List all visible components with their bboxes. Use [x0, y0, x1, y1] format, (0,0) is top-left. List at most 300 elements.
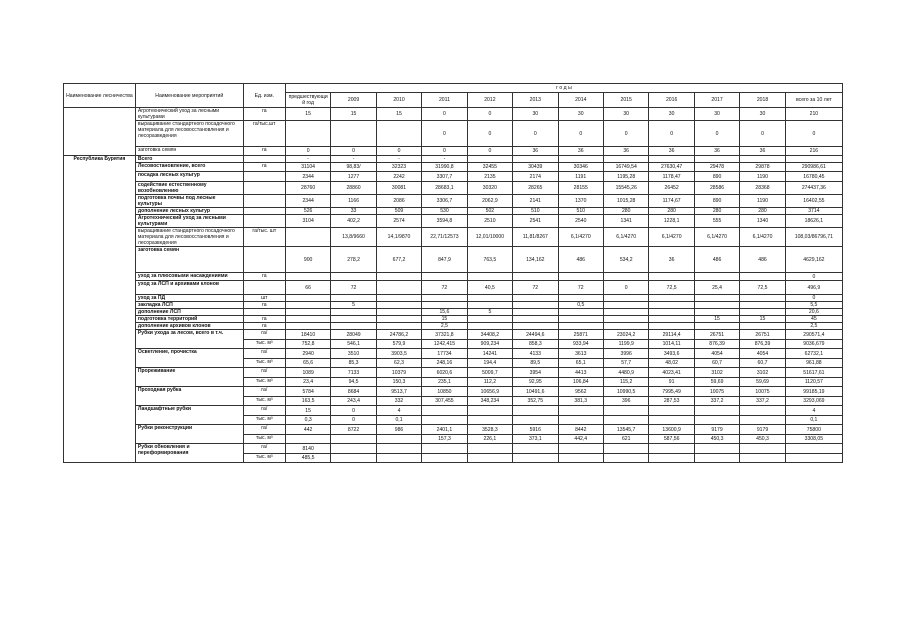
value-cell: [285, 323, 330, 330]
value-cell: 57,7: [603, 359, 648, 368]
value-cell: 0,5: [558, 302, 603, 309]
unit-cell: [243, 215, 285, 228]
value-cell: 909,234: [467, 340, 512, 349]
value-cell: 59,69: [740, 378, 785, 387]
value-cell: [649, 316, 694, 323]
value-cell: [558, 454, 603, 463]
unit-cell: га: [243, 163, 285, 172]
value-cell: 3306,7: [422, 195, 467, 208]
value-cell: 442: [285, 425, 330, 435]
value-cell: 3714: [785, 208, 842, 215]
value-cell: 30: [603, 108, 648, 121]
document-page: [63, 83, 843, 463]
header-region: Наименование лесничества: [64, 84, 136, 108]
value-cell: 72: [422, 281, 467, 295]
value-cell: 60,7: [694, 359, 739, 368]
value-cell: 6,1/4270: [558, 228, 603, 247]
activity-name: Рубки обновления и переформирования: [135, 444, 243, 463]
value-cell: [740, 302, 785, 309]
value-cell: 3954: [513, 368, 558, 378]
value-cell: 847,9: [422, 247, 467, 273]
value-cell: 280: [740, 208, 785, 215]
value-cell: 157,3: [422, 435, 467, 444]
value-cell: [285, 228, 330, 247]
value-cell: 99185,19: [785, 387, 842, 397]
value-cell: 280: [694, 208, 739, 215]
value-cell: 280: [649, 208, 694, 215]
value-cell: 9513,7: [376, 387, 421, 397]
value-cell: 1277: [331, 172, 376, 182]
value-cell: 36: [603, 147, 648, 156]
table-row: [64, 281, 843, 295]
value-cell: 3102: [694, 368, 739, 378]
value-cell: 37321,8: [422, 330, 467, 340]
activity-name: дополнение ЛСП: [135, 309, 243, 316]
value-cell: [694, 416, 739, 425]
value-cell: [558, 444, 603, 454]
value-cell: 24786,2: [376, 330, 421, 340]
value-cell: [603, 444, 648, 454]
header-year: 2017: [694, 93, 739, 108]
activity-name: Осветление, прочистка: [135, 349, 243, 368]
unit-cell: [243, 247, 285, 273]
unit-cell: шт: [243, 295, 285, 302]
value-cell: 30081: [376, 182, 421, 195]
header-year: 2010: [376, 93, 421, 108]
value-cell: 526: [285, 208, 330, 215]
value-cell: 2141: [513, 195, 558, 208]
value-cell: 34408,2: [467, 330, 512, 340]
value-cell: [558, 273, 603, 281]
activity-name: Прореживание: [135, 368, 243, 387]
value-cell: [285, 435, 330, 444]
value-cell: [694, 406, 739, 416]
activity-name: подготовка территорий: [135, 316, 243, 323]
value-cell: 10075: [694, 387, 739, 397]
value-cell: -: [331, 156, 376, 163]
value-cell: [603, 156, 648, 163]
value-cell: 579,9: [376, 340, 421, 349]
activity-name: заготовка семян: [135, 147, 243, 156]
value-cell: -: [376, 156, 421, 163]
value-cell: 900: [285, 247, 330, 273]
value-cell: 23,4: [285, 378, 330, 387]
value-cell: [331, 316, 376, 323]
value-cell: 1190: [740, 172, 785, 182]
value-cell: 36: [740, 147, 785, 156]
table-row: [64, 368, 843, 378]
value-cell: 15: [740, 316, 785, 323]
unit-cell: [243, 281, 285, 295]
header-unit: Ед. изм.: [243, 84, 285, 108]
value-cell: [467, 444, 512, 454]
value-cell: 2086: [376, 195, 421, 208]
value-cell: 25871: [558, 330, 603, 340]
value-cell: 0: [331, 406, 376, 416]
value-cell: 1340: [740, 215, 785, 228]
activity-name: уход за ЛСП и архивами клонов: [135, 281, 243, 295]
value-cell: 280: [603, 208, 648, 215]
unit-cell: га/: [243, 387, 285, 397]
value-cell: 486: [740, 247, 785, 273]
value-cell: 752,8: [285, 340, 330, 349]
value-cell: 486: [694, 247, 739, 273]
value-cell: [649, 454, 694, 463]
value-cell: 5916: [513, 425, 558, 435]
value-cell: 0: [467, 147, 512, 156]
value-cell: 28860: [331, 182, 376, 195]
unit-cell: [243, 182, 285, 195]
value-cell: [694, 444, 739, 454]
value-cell: [376, 309, 421, 316]
value-cell: [603, 273, 648, 281]
value-cell: [376, 454, 421, 463]
value-cell: 486: [558, 247, 603, 273]
value-cell: 509: [376, 208, 421, 215]
value-cell: 15545,26: [603, 182, 648, 195]
value-cell: 11,81/8267: [513, 228, 558, 247]
value-cell: [603, 406, 648, 416]
value-cell: 0: [785, 273, 842, 281]
value-cell: 51617,61: [785, 368, 842, 378]
table-row: [64, 273, 843, 281]
table-row: [64, 295, 843, 302]
value-cell: 194,4: [467, 359, 512, 368]
value-cell: 876,39: [740, 340, 785, 349]
value-cell: 0,1: [785, 416, 842, 425]
value-cell: 20,6: [785, 309, 842, 316]
value-cell: 59,69: [694, 378, 739, 387]
value-cell: 4: [785, 406, 842, 416]
value-cell: 287,53: [649, 397, 694, 406]
value-cell: 2344: [285, 172, 330, 182]
value-cell: 15,6: [422, 309, 467, 316]
value-cell: 163,5: [285, 397, 330, 406]
value-cell: 4133: [513, 349, 558, 359]
value-cell: 621: [603, 435, 648, 444]
value-cell: 9179: [740, 425, 785, 435]
value-cell: 31990,8: [422, 163, 467, 172]
value-cell: [467, 454, 512, 463]
value-cell: 5784: [285, 387, 330, 397]
value-cell: [694, 323, 739, 330]
value-cell: [740, 323, 785, 330]
unit-cell: га/: [243, 406, 285, 416]
value-cell: 10850: [422, 387, 467, 397]
value-cell: [694, 302, 739, 309]
value-cell: [558, 309, 603, 316]
unit-cell: [243, 195, 285, 208]
value-cell: [422, 406, 467, 416]
value-cell: 30: [740, 108, 785, 121]
value-cell: 75800: [785, 425, 842, 435]
value-cell: 3293,069: [785, 397, 842, 406]
value-cell: [376, 302, 421, 309]
value-cell: 0: [331, 416, 376, 425]
value-cell: [603, 302, 648, 309]
value-cell: [467, 302, 512, 309]
header-year: всего за 10 лет: [785, 93, 842, 108]
value-cell: 1014,11: [649, 340, 694, 349]
header-year: 2011: [422, 93, 467, 108]
activity-name: Ландшафтные рубки: [135, 406, 243, 425]
value-cell: 36: [513, 147, 558, 156]
value-cell: 3104: [285, 215, 330, 228]
value-cell: 6,1/4270: [603, 228, 648, 247]
header-year: 2015: [603, 93, 648, 108]
unit-cell: [243, 208, 285, 215]
value-cell: 22,71/12573: [422, 228, 467, 247]
value-cell: 9036,679: [785, 340, 842, 349]
value-cell: 32323: [376, 163, 421, 172]
value-cell: 8442: [558, 425, 603, 435]
value-cell: 0: [603, 281, 648, 295]
value-cell: 1190: [740, 195, 785, 208]
unit-cell: га/: [243, 330, 285, 340]
value-cell: 381,3: [558, 397, 603, 406]
activity-name: посадка лесных культур: [135, 172, 243, 182]
value-cell: 14241: [467, 349, 512, 359]
value-cell: 0: [513, 121, 558, 147]
value-cell: 29878: [740, 163, 785, 172]
value-cell: 1199,9: [603, 340, 648, 349]
value-cell: 0: [649, 121, 694, 147]
value-cell: 32455: [467, 163, 512, 172]
value-cell: [694, 295, 739, 302]
value-cell: 26751: [740, 330, 785, 340]
value-cell: 534,2: [603, 247, 648, 273]
unit-cell: га: [243, 323, 285, 330]
header-year: 2013: [513, 93, 558, 108]
activity-name: дополнение архивов клонов: [135, 323, 243, 330]
value-cell: 36: [649, 147, 694, 156]
value-cell: 0: [422, 147, 467, 156]
value-cell: 1089: [285, 368, 330, 378]
value-cell: [513, 156, 558, 163]
value-cell: [649, 295, 694, 302]
value-cell: 2940: [285, 349, 330, 359]
value-cell: 442,4: [558, 435, 603, 444]
activity-name: уход за плюсовыми насаждениями: [135, 273, 243, 281]
value-cell: [422, 416, 467, 425]
value-cell: 1242,415: [422, 340, 467, 349]
value-cell: 3307,7: [422, 172, 467, 182]
value-cell: 85,3: [331, 359, 376, 368]
value-cell: 36: [649, 247, 694, 273]
value-cell: 337,2: [740, 397, 785, 406]
value-cell: [558, 295, 603, 302]
value-cell: 28760: [285, 182, 330, 195]
value-cell: 2,5: [785, 323, 842, 330]
value-cell: 4023,41: [649, 368, 694, 378]
unit-cell: га/: [243, 349, 285, 359]
value-cell: 28049: [331, 330, 376, 340]
value-cell: 450,3: [740, 435, 785, 444]
value-cell: 352,75: [513, 397, 558, 406]
value-cell: 27630,47: [649, 163, 694, 172]
activity-name: Рубки реконструкции: [135, 425, 243, 444]
value-cell: 3493,6: [649, 349, 694, 359]
value-cell: 373,1: [513, 435, 558, 444]
value-cell: 65,1: [558, 359, 603, 368]
value-cell: [467, 273, 512, 281]
value-cell: 30320: [467, 182, 512, 195]
value-cell: 0: [422, 108, 467, 121]
table-row: [64, 108, 843, 121]
value-cell: [467, 295, 512, 302]
value-cell: [422, 454, 467, 463]
unit-cell: га/тыс.шт: [243, 121, 285, 147]
value-cell: 890: [694, 172, 739, 182]
value-cell: [694, 309, 739, 316]
value-cell: 30: [513, 108, 558, 121]
value-cell: 677,2: [376, 247, 421, 273]
header-year: предшествующий год: [285, 93, 330, 108]
value-cell: 9179: [694, 425, 739, 435]
value-cell: -: [285, 156, 330, 163]
value-cell: [467, 323, 512, 330]
value-cell: 290986,61: [785, 163, 842, 172]
activity-name: заготовка семян: [135, 247, 243, 273]
value-cell: 30346: [558, 163, 603, 172]
activity-name: Рубки ухода за лесом, всего в т.ч.: [135, 330, 243, 349]
value-cell: [603, 295, 648, 302]
value-cell: [740, 156, 785, 163]
value-cell: 1195,28: [603, 172, 648, 182]
value-cell: 15: [694, 316, 739, 323]
value-cell: 12,01/10000: [467, 228, 512, 247]
value-cell: 28368: [740, 182, 785, 195]
table-row: [64, 406, 843, 416]
value-cell: 28683,1: [422, 182, 467, 195]
value-cell: 2344: [285, 195, 330, 208]
value-cell: 92,95: [513, 378, 558, 387]
value-cell: 2510: [467, 215, 512, 228]
value-cell: 485,5: [285, 454, 330, 463]
value-cell: [785, 444, 842, 454]
region-cell-blank: [64, 108, 136, 156]
value-cell: [285, 309, 330, 316]
value-cell: 890: [694, 195, 739, 208]
value-cell: 502: [467, 208, 512, 215]
region-name: Республика Бурятия: [64, 156, 136, 463]
table-row: [64, 182, 843, 195]
value-cell: -: [422, 156, 467, 163]
value-cell: 1178,47: [649, 172, 694, 182]
value-cell: 10075: [740, 387, 785, 397]
value-cell: [422, 273, 467, 281]
value-cell: [513, 295, 558, 302]
unit-cell: га: [243, 316, 285, 323]
value-cell: [740, 295, 785, 302]
unit-cell: тыс. м³: [243, 435, 285, 444]
unit-cell: га/: [243, 444, 285, 454]
value-cell: 8140: [285, 444, 330, 454]
value-cell: 1174,67: [649, 195, 694, 208]
value-cell: [285, 295, 330, 302]
value-cell: 150,3: [376, 378, 421, 387]
table-row: [64, 247, 843, 273]
value-cell: [558, 316, 603, 323]
value-cell: 248,16: [422, 359, 467, 368]
value-cell: 36: [558, 147, 603, 156]
value-cell: [603, 309, 648, 316]
table-row: [64, 330, 843, 340]
activity-name: закладка ЛСП: [135, 302, 243, 309]
unit-cell: га: [243, 273, 285, 281]
value-cell: 28155: [558, 182, 603, 195]
value-cell: 4413: [558, 368, 603, 378]
value-cell: [513, 416, 558, 425]
value-cell: 3528,3: [467, 425, 512, 435]
header-year: 2014: [558, 93, 603, 108]
value-cell: 45: [785, 316, 842, 323]
value-cell: 6,1/4270: [649, 228, 694, 247]
value-cell: 8722: [331, 425, 376, 435]
value-cell: 7995,49: [649, 387, 694, 397]
value-cell: [513, 406, 558, 416]
value-cell: 3903,5: [376, 349, 421, 359]
table-row: [64, 208, 843, 215]
value-cell: 4054: [694, 349, 739, 359]
value-cell: [694, 454, 739, 463]
activity-name: содействие естественному возобновлению: [135, 182, 243, 195]
value-cell: 876,39: [694, 340, 739, 349]
value-cell: 5009,7: [467, 368, 512, 378]
unit-cell: га/: [243, 368, 285, 378]
value-cell: 496,9: [785, 281, 842, 295]
value-cell: 278,2: [331, 247, 376, 273]
value-cell: [285, 302, 330, 309]
value-cell: 4054: [740, 349, 785, 359]
table-row: [64, 228, 843, 247]
unit-cell: тыс. м³: [243, 340, 285, 349]
value-cell: [331, 121, 376, 147]
forestry-activities-table: [63, 83, 843, 463]
value-cell: 66: [285, 281, 330, 295]
table-row: [64, 215, 843, 228]
value-cell: [513, 316, 558, 323]
value-cell: 332: [376, 397, 421, 406]
value-cell: [331, 444, 376, 454]
value-cell: 16780,45: [785, 172, 842, 182]
value-cell: [331, 273, 376, 281]
value-cell: [603, 316, 648, 323]
value-cell: [422, 444, 467, 454]
value-cell: [513, 323, 558, 330]
unit-cell: га/: [243, 425, 285, 435]
value-cell: 30: [558, 108, 603, 121]
value-cell: 961,88: [785, 359, 842, 368]
value-cell: 555: [694, 215, 739, 228]
value-cell: 40,5: [467, 281, 512, 295]
activity-name: выращивание стандартного посадочного материала для лесовосстановления и лесоразведения: [135, 121, 243, 147]
value-cell: [376, 316, 421, 323]
value-cell: 25,4: [694, 281, 739, 295]
value-cell: 2174: [513, 172, 558, 182]
value-cell: [513, 444, 558, 454]
value-cell: 98,83/: [331, 163, 376, 172]
value-cell: 26751: [694, 330, 739, 340]
header-years-label: г о д ы: [285, 84, 842, 93]
table-row: [64, 444, 843, 454]
value-cell: [467, 406, 512, 416]
table-row: [64, 147, 843, 156]
value-cell: [649, 156, 694, 163]
value-cell: [331, 295, 376, 302]
value-cell: [649, 302, 694, 309]
value-cell: 226,1: [467, 435, 512, 444]
